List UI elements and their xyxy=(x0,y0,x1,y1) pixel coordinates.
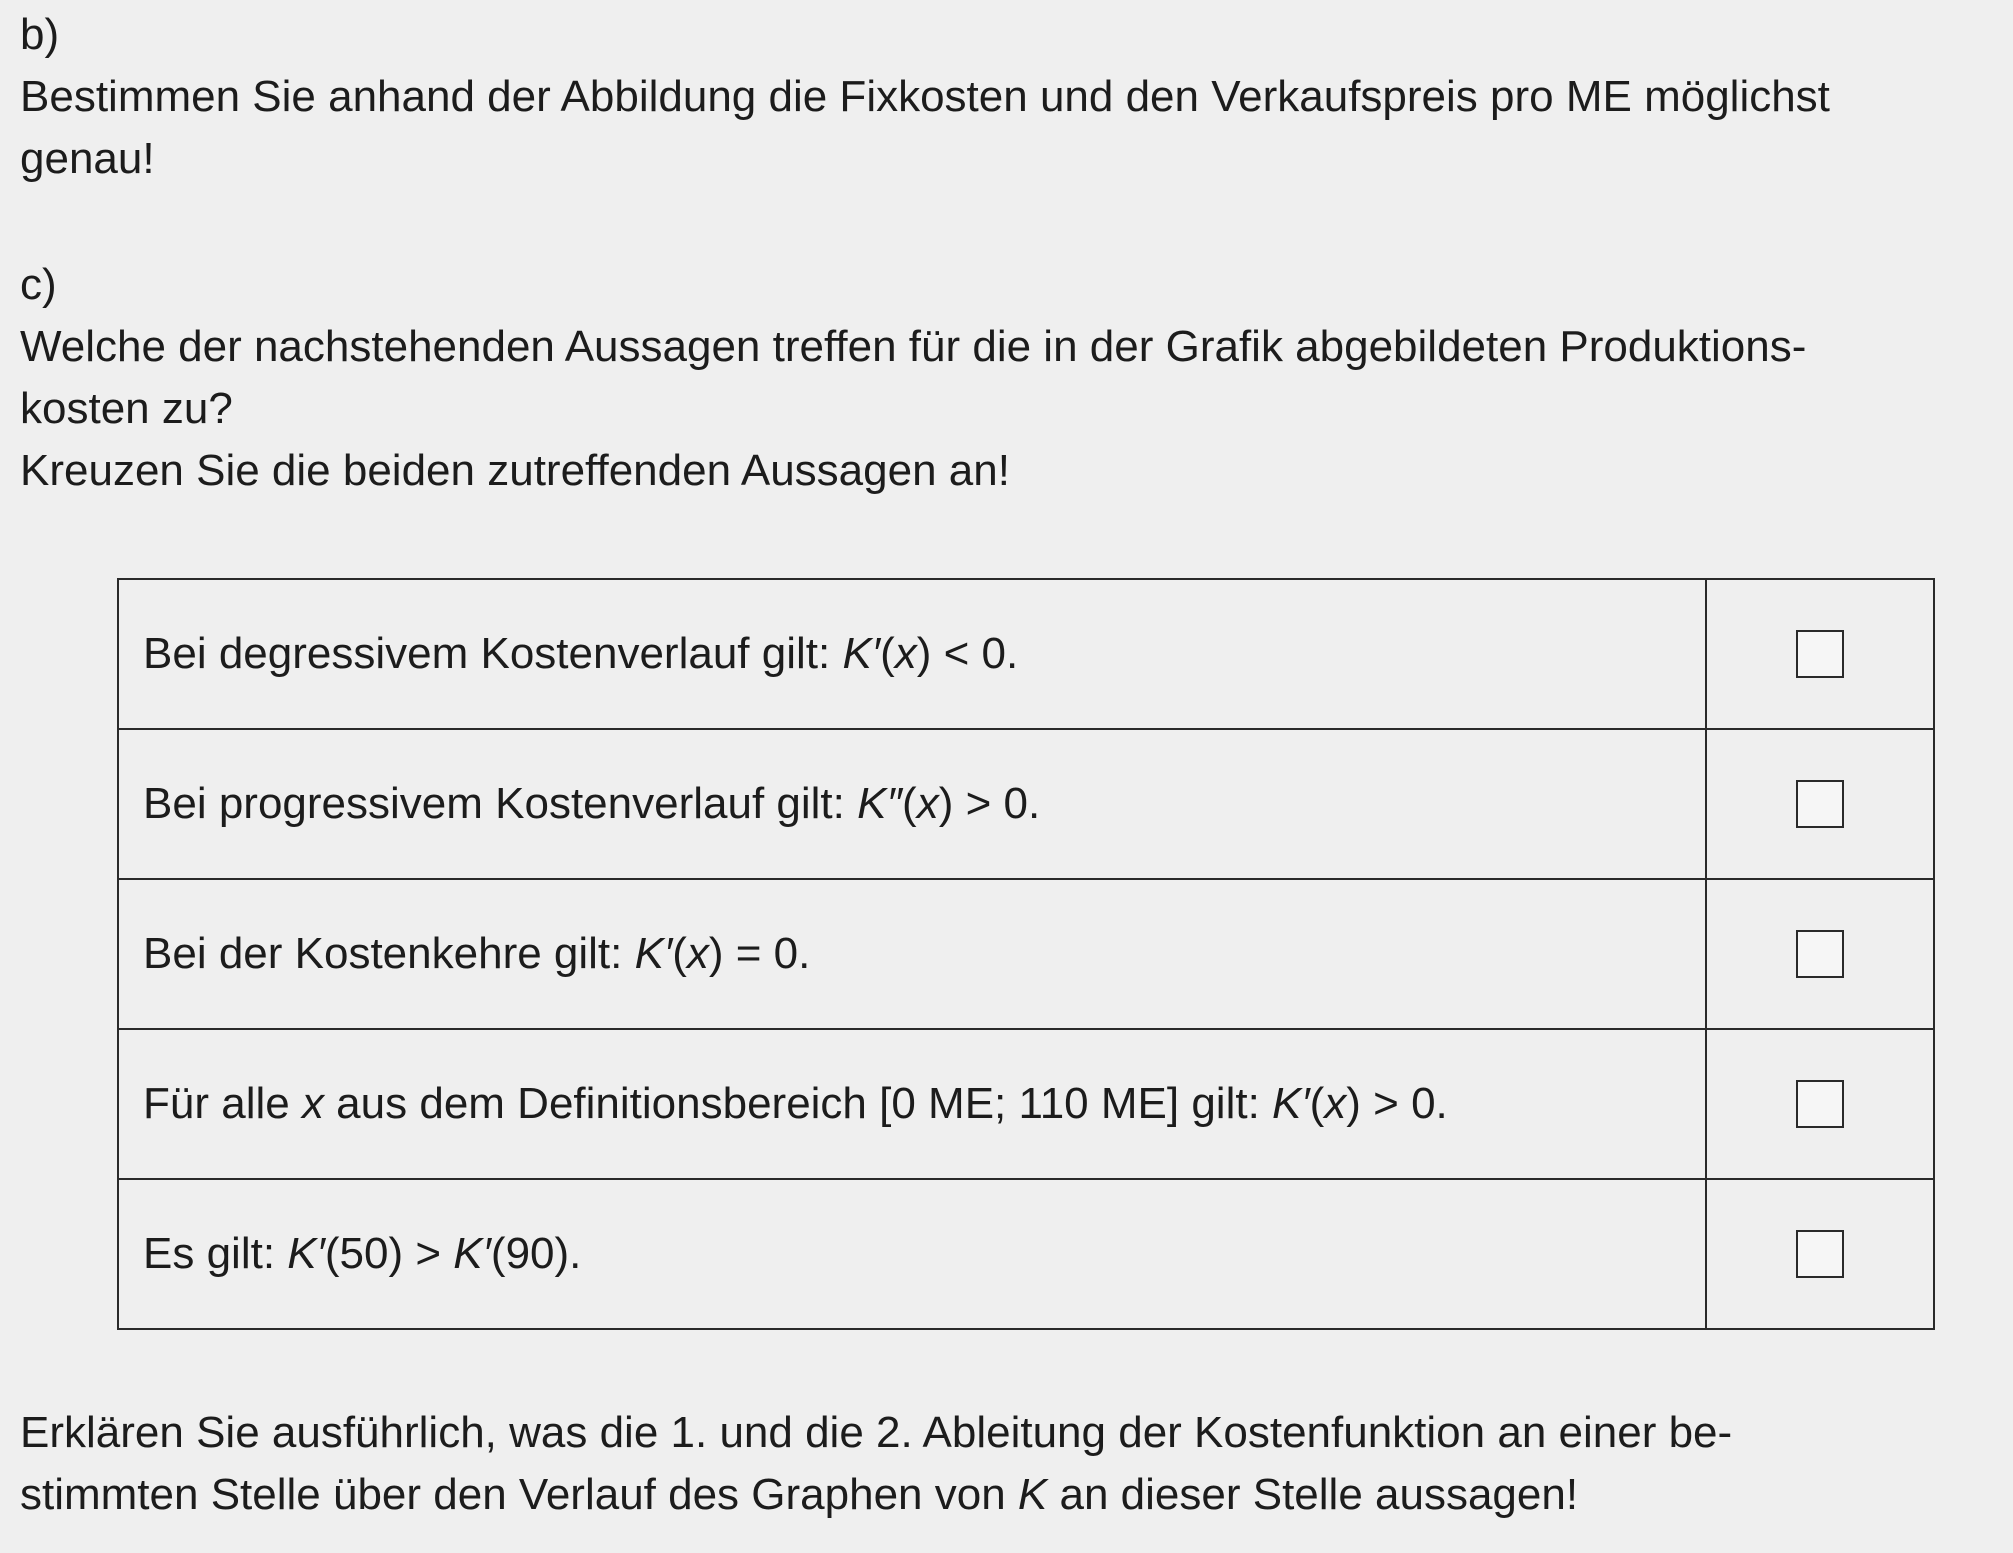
multiple-choice-table xyxy=(117,578,1935,1330)
statement-row xyxy=(118,579,1934,729)
checkbox-cell xyxy=(1706,729,1934,879)
statement-4-function: K′ xyxy=(1272,1079,1310,1128)
statement-4-prefix: Für alle xyxy=(143,1079,302,1128)
task-c-instruction: Kreuzen Sie die beiden zutreffenden Aussagen an! xyxy=(20,446,1010,495)
statement-row xyxy=(118,729,1934,879)
statement-5-arg-b: 90 xyxy=(505,1229,555,1278)
statement-2-variable: x xyxy=(916,779,939,828)
statement-4-suffix: ) > 0. xyxy=(1346,1079,1448,1128)
statement-2-suffix: ) > 0. xyxy=(938,779,1041,828)
statement-text: Für alle x aus dem Definitionsbereich [0 ME; 110 ME] gilt: K′(x) > 0. xyxy=(118,1029,1706,1179)
statement-1-suffix: ) < 0. xyxy=(916,629,1019,678)
explain-line-2 xyxy=(20,1464,1995,1526)
task-b-text-line-2: genau! xyxy=(20,134,155,183)
statement-4-variable: x xyxy=(1324,1079,1347,1128)
statement-3-variable: x xyxy=(686,929,709,978)
explain-line-2-variable: K xyxy=(1017,1470,1048,1519)
statement-5-function-b: K′ xyxy=(453,1229,491,1278)
explain-line-2-suffix: an dieser Stelle aussagen! xyxy=(1047,1470,1579,1519)
statement-5-function-a: K′ xyxy=(287,1229,325,1278)
checkbox-cell xyxy=(1706,879,1934,1029)
statement-text: Bei der Kostenkehre gilt: K′(x) = 0. xyxy=(118,879,1706,1029)
statement-1-function: K′ xyxy=(842,629,881,678)
statement-row xyxy=(118,879,1934,1029)
statement-text: Bei progressivem Kostenverlauf gilt: K″(x) > 0. xyxy=(118,729,1706,879)
statement-3-prefix: Bei der Kostenkehre gilt: xyxy=(143,929,635,978)
statement-5-arg-a: 50 xyxy=(339,1229,389,1278)
statement-3-checkbox[interactable] xyxy=(1796,930,1844,978)
statement-text: Bei degressivem Kostenverlauf gilt: K′(x) < 0. xyxy=(118,579,1706,729)
statement-4-checkbox[interactable] xyxy=(1796,1080,1844,1128)
checkbox-cell xyxy=(1706,1179,1934,1329)
statement-5-compare: ) > xyxy=(388,1229,454,1278)
statement-row xyxy=(118,1029,1934,1179)
explain-line-1: Erklären Sie ausführlich, was die 1. und die 2. Ableitung der Kostenfunktion an einer be- xyxy=(20,1408,1733,1457)
statement-2-function: K″ xyxy=(857,779,903,828)
statement-1-prefix: Bei degressivem Kostenverlauf gilt: xyxy=(143,629,843,678)
statement-1-checkbox[interactable] xyxy=(1796,630,1844,678)
statement-2-checkbox[interactable] xyxy=(1796,780,1844,828)
task-b-label: b) xyxy=(20,10,60,59)
task-explain xyxy=(20,1402,1995,1526)
task-c-label: c) xyxy=(20,260,57,309)
checkbox-cell xyxy=(1706,579,1934,729)
explain-line-2-prefix: stimmten Stelle über den Verlauf des Graphen von xyxy=(20,1470,1018,1519)
statement-text: Es gilt: K′(50) > K′(90). xyxy=(118,1179,1706,1329)
statement-4-middle: aus dem Definitionsbereich [0 ME; 110 ME] gilt: xyxy=(323,1079,1273,1128)
task-c xyxy=(20,254,1995,502)
statement-4-var: x xyxy=(301,1079,324,1128)
statement-5-checkbox[interactable] xyxy=(1796,1230,1844,1278)
statement-5-suffix: ). xyxy=(554,1229,582,1278)
task-c-text-line-1: Welche der nachstehenden Aussagen treffen für die in der Grafik abgebildeten Produktions- xyxy=(20,322,1807,371)
statement-3-function: K′ xyxy=(634,929,673,978)
statement-1-variable: x xyxy=(894,629,917,678)
statement-2-prefix: Bei progressivem Kostenverlauf gilt: xyxy=(143,779,858,828)
checkbox-cell xyxy=(1706,1029,1934,1179)
statement-5-prefix: Es gilt: xyxy=(143,1229,288,1278)
task-c-text-line-2: kosten zu? xyxy=(20,384,233,433)
task-b xyxy=(20,4,1995,190)
task-b-text-line-1: Bestimmen Sie anhand der Abbildung die Fixkosten und den Verkaufspreis pro ME möglichst xyxy=(20,72,1830,121)
statement-row xyxy=(118,1179,1934,1329)
statement-3-suffix: ) = 0. xyxy=(708,929,811,978)
